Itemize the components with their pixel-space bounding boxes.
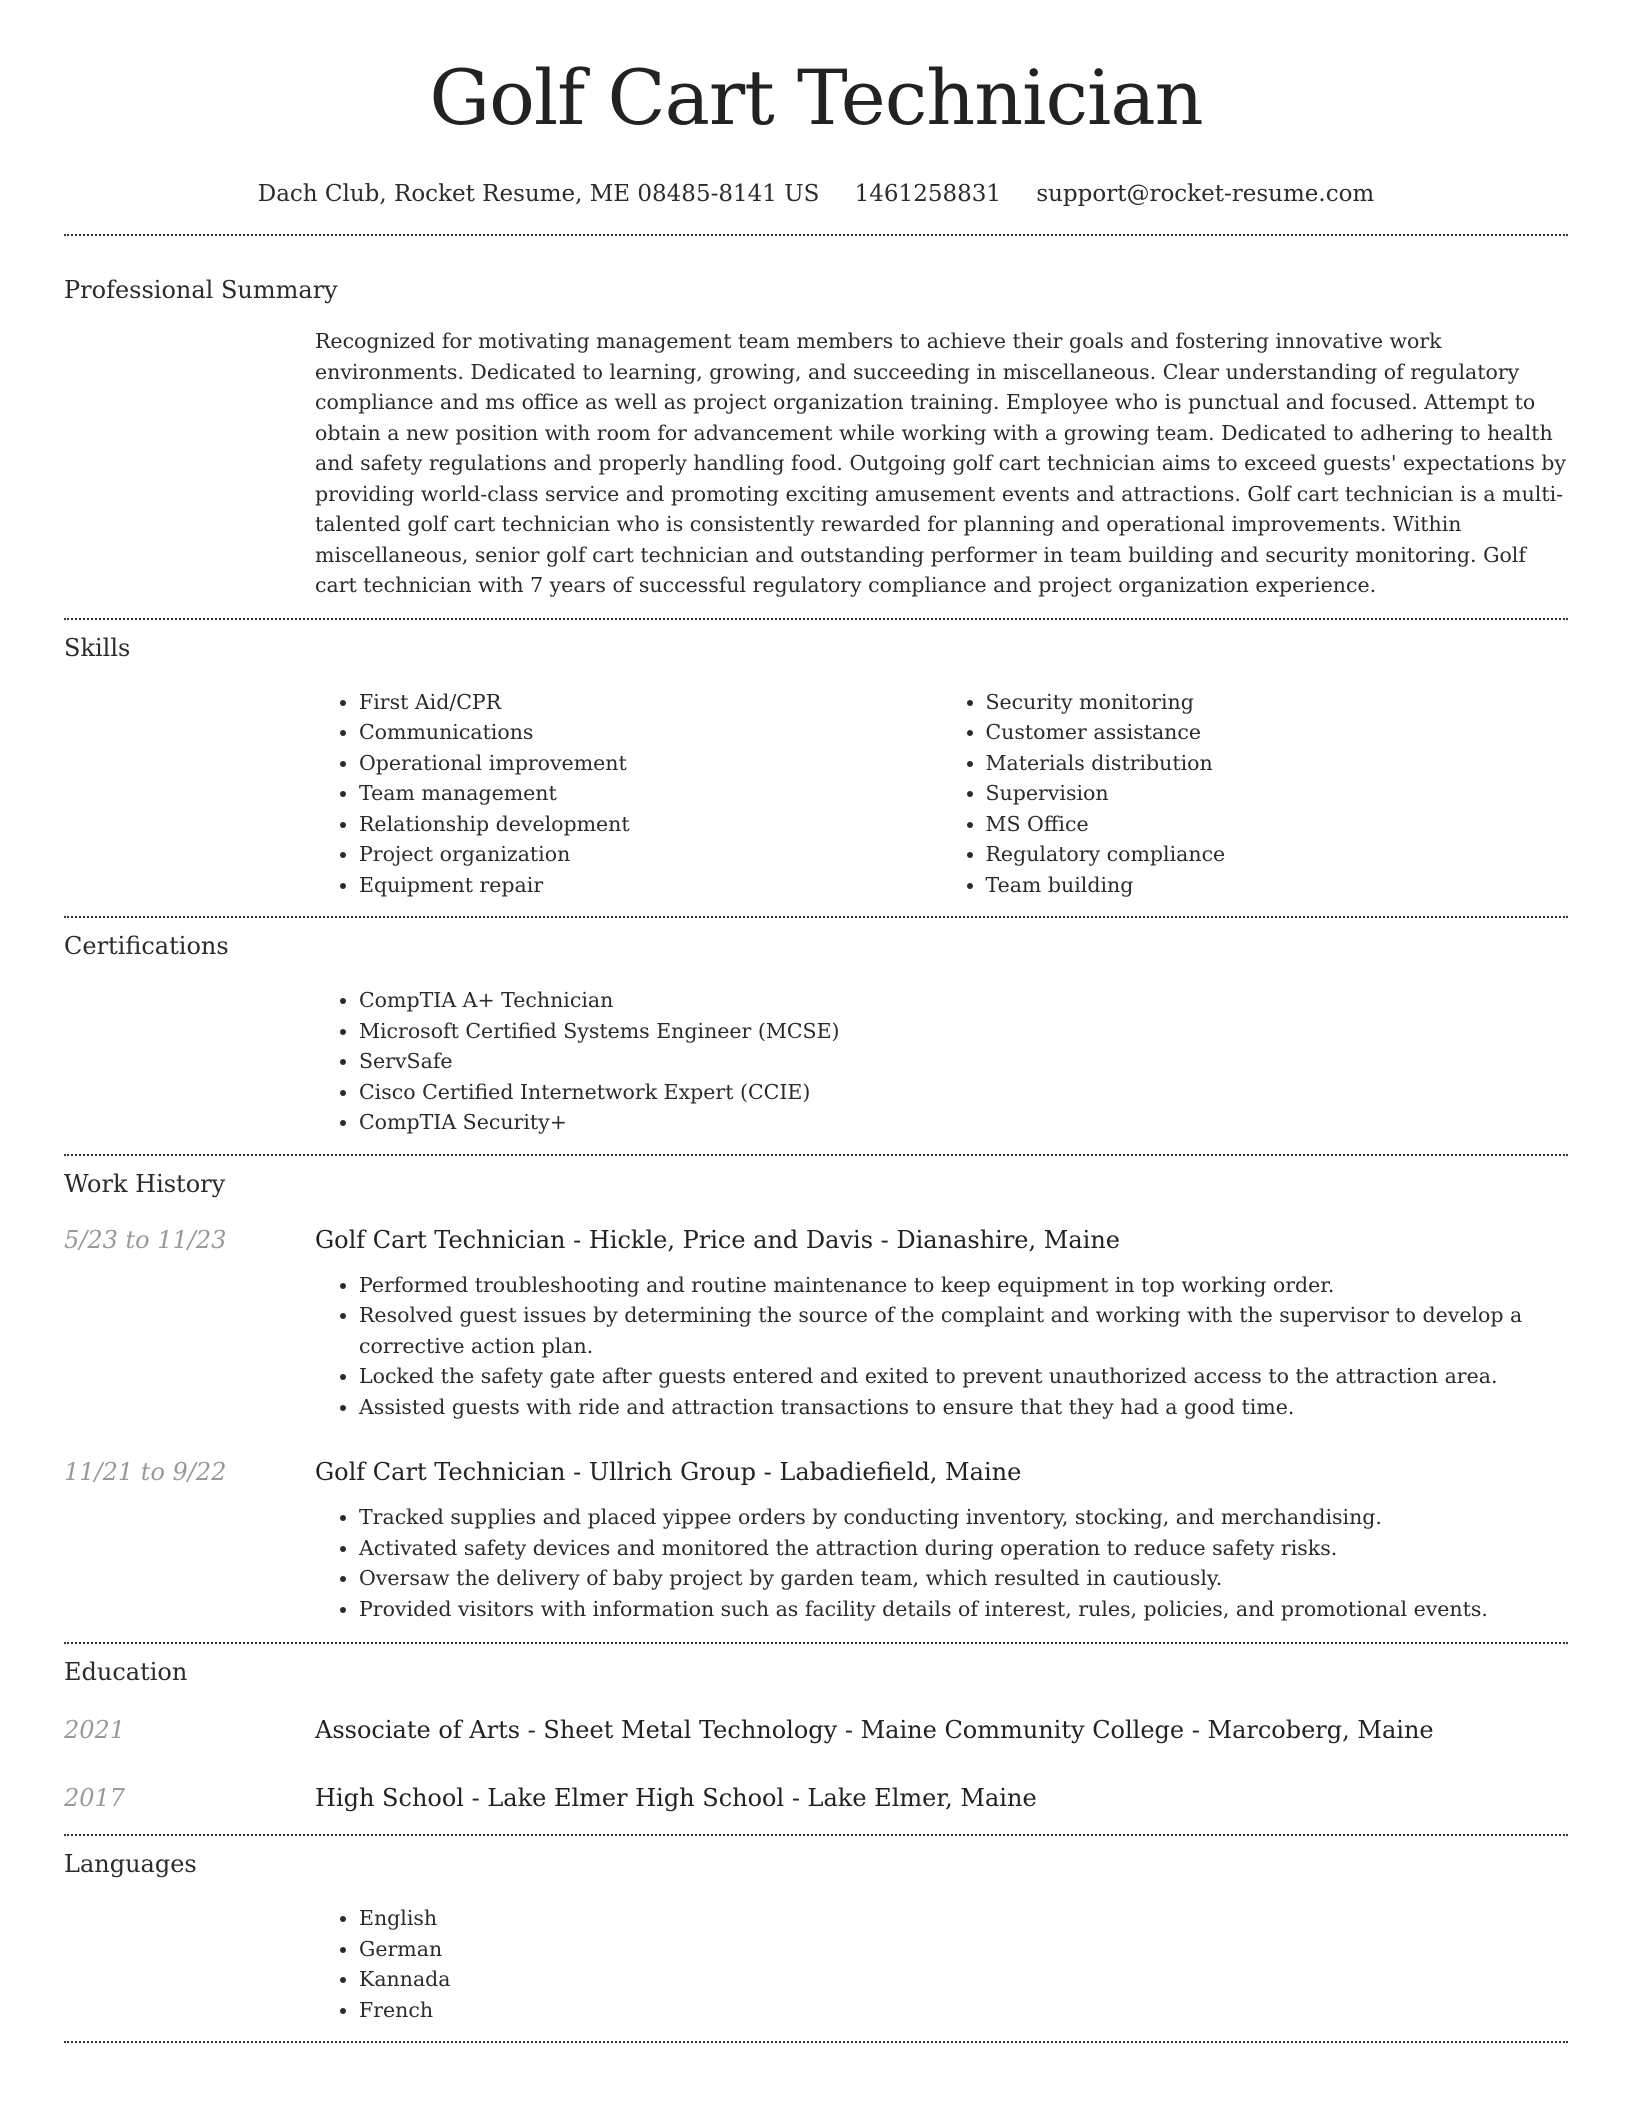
- education-title: High School - Lake Elmer High School - Lake Elmer, Maine: [315, 1784, 1037, 1812]
- skills-column-right: [942, 687, 1569, 901]
- certification-item: • Microsoft Certified Systems Engineer (MCSE): [359, 1016, 1568, 1047]
- language-item: • Kannada: [359, 1964, 1568, 1995]
- contact-email: support@rocket-resume.com: [1036, 181, 1375, 207]
- section-title-certifications: Certifications: [64, 932, 229, 960]
- skill-item: • Customer assistance: [986, 717, 1569, 748]
- education-entry: [64, 1714, 1568, 1746]
- skill-item: • Supervision: [986, 778, 1569, 809]
- divider: [64, 1834, 1568, 1836]
- job-bullets: [315, 1270, 1568, 1423]
- skills-column-left: [315, 687, 942, 901]
- section-title-work-history: Work History: [64, 1169, 226, 1198]
- job-entry: [64, 1224, 1568, 1423]
- contact-address: Dach Club, Rocket Resume, ME 08485-8141 US: [257, 181, 820, 207]
- skill-item: • Materials distribution: [986, 748, 1569, 779]
- job-dates: 5/23 to 11/23: [64, 1225, 227, 1254]
- candidate-name: Golf Cart Technician: [429, 53, 1203, 142]
- skill-item: • MS Office: [986, 809, 1569, 840]
- skills-list: [315, 687, 1568, 901]
- skill-item: • Relationship development: [359, 809, 942, 840]
- summary-text: Recognized for motivating management team members to achieve their goals and fostering innovative work environments. Dedicated to learning, growing, and succeeding in miscellaneous. Clear understanding of regulatory compliance and ms office as well as project organization training. Employee who is punctual and focused. Attempt to obtain a new position with room for advancement while working with a growing team. Dedicated to adhering to health and safety regulations and properly handling food. Outgoing golf cart technician aims to exceed guests' expectations by providing world-class service and promoting exciting amusement events and attractions. Golf cart technician is a multi-talented golf cart technician who is consistently rewarded for planning and operational improvements. Within miscellaneous, senior golf cart technician and outstanding performer in team building and security monitoring. Golf cart technician with 7 years of successful regulatory compliance and project organization experience.: [315, 329, 1567, 597]
- job-bullet: • Assisted guests with ride and attraction transactions to ensure that they had a good time.: [359, 1392, 1568, 1423]
- job-entry: [64, 1456, 1568, 1624]
- education-year: 2017: [64, 1784, 126, 1812]
- job-bullet: • Performed troubleshooting and routine maintenance to keep equipment in top working order.: [359, 1270, 1568, 1301]
- education-title: Associate of Arts - Sheet Metal Technology - Maine Community College - Marcoberg, Maine: [315, 1716, 1434, 1744]
- job-bullet: • Tracked supplies and placed yippee orders by conducting inventory, stocking, and merchandising.: [359, 1502, 1568, 1533]
- job-dates: 11/21 to 9/22: [64, 1458, 227, 1486]
- divider: [64, 618, 1568, 620]
- summary-body: [315, 326, 1568, 601]
- section-title-skills: Skills: [64, 633, 131, 662]
- divider: [64, 1154, 1568, 1156]
- divider: [64, 1642, 1568, 1644]
- job-bullets: [315, 1502, 1568, 1624]
- job-bullet: • Oversaw the delivery of baby project by garden team, which resulted in cautiously.: [359, 1563, 1568, 1594]
- section-title-summary: Professional Summary: [64, 276, 338, 304]
- skill-item: • Operational improvement: [359, 748, 942, 779]
- divider: [64, 2041, 1568, 2043]
- job-bullet: • Resolved guest issues by determining the source of the complaint and working with the supervisor to develop a corrective action plan.: [359, 1300, 1568, 1361]
- skill-item: • Regulatory compliance: [986, 839, 1569, 870]
- skill-item: • Team management: [359, 778, 942, 809]
- education-entry: [64, 1782, 1568, 1814]
- certifications-list: [315, 985, 1568, 1138]
- job-bullet: • Provided visitors with information such as facility details of interest, rules, policies, and promotional events.: [359, 1594, 1568, 1625]
- skill-item: • Team building: [986, 870, 1569, 901]
- certification-item: • Cisco Certified Internetwork Expert (CCIE): [359, 1077, 1568, 1108]
- certification-item: • ServSafe: [359, 1046, 1568, 1077]
- resume-page: [64, 0, 1568, 2043]
- language-item: • German: [359, 1934, 1568, 1965]
- skill-item: • Communications: [359, 717, 942, 748]
- skill-item: • Project organization: [359, 839, 942, 870]
- language-item: • English: [359, 1903, 1568, 1934]
- divider: [64, 916, 1568, 918]
- section-title-languages: Languages: [64, 1850, 197, 1878]
- section-title-education: Education: [64, 1658, 188, 1686]
- skill-item: • Security monitoring: [986, 687, 1569, 718]
- job-title: Golf Cart Technician - Ullrich Group - Labadiefield, Maine: [315, 1458, 1022, 1486]
- certification-item: • CompTIA Security+: [359, 1107, 1568, 1138]
- languages-list: [315, 1903, 1568, 2025]
- education-year: 2021: [64, 1716, 126, 1744]
- job-title: Golf Cart Technician - Hickle, Price and Davis - Dianashire, Maine: [315, 1225, 1120, 1254]
- skill-item: • Equipment repair: [359, 870, 942, 901]
- skill-item: • First Aid/CPR: [359, 687, 942, 718]
- job-bullet: • Locked the safety gate after guests entered and exited to prevent unauthorized access to the attraction area.: [359, 1361, 1568, 1392]
- divider: [64, 234, 1568, 236]
- contact-line: [64, 178, 1568, 210]
- job-bullet: • Activated safety devices and monitored the attraction during operation to reduce safety risks.: [359, 1533, 1568, 1564]
- certification-item: • CompTIA A+ Technician: [359, 985, 1568, 1016]
- contact-phone: 1461258831: [854, 181, 1001, 207]
- language-item: • French: [359, 1995, 1568, 2026]
